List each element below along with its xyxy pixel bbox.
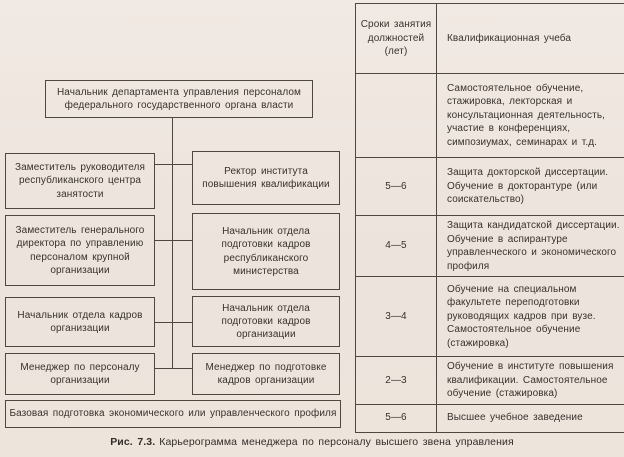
cell-years	[356, 74, 437, 158]
table-row	[356, 216, 624, 277]
figure-caption-number: Рис. 7.3.	[110, 436, 156, 448]
table-row	[356, 74, 624, 158]
table-row	[356, 158, 624, 216]
flow-box-head-personnel-department: Начальник отдела кадров организации	[5, 297, 155, 347]
connector-line-row3	[155, 322, 192, 323]
trunk-connector-line	[172, 118, 173, 368]
flow-box-deputy-general-director-hr: Заместитель генерального директора по управлению персоналом крупной организации	[5, 215, 155, 286]
flow-box-department-head: Начальник департамента управления персоналом федерального государственного органа власти	[45, 80, 313, 118]
cell-training: Самостоятельное обучение, стажировка, лекторская и консультационная деятельность, участие в конференциях, симпозиумах, семинарах и т.д.	[437, 74, 624, 158]
connector-line-row2	[155, 240, 192, 241]
table-row	[356, 357, 624, 405]
figure-caption-text: Карьерограмма менеджера по персоналу высшего звена управления	[159, 436, 514, 448]
cell-years: 5—6	[356, 158, 437, 216]
flow-box-head-training-organization: Начальник отдела подготовки кадров организации	[192, 296, 340, 347]
flow-box-head-training-ministry: Начальник отдела подготовки кадров республиканского министерства	[192, 213, 340, 290]
cell-years: 5—6	[356, 404, 437, 432]
flow-box-training-manager: Менеджер по подготовке кадров организации	[192, 353, 340, 395]
header-years: Сроки занятия должностей (лет)	[356, 4, 437, 74]
cell-training: Высшее учебное заведение	[437, 404, 624, 432]
table-row	[356, 277, 624, 357]
connector-line-row1	[155, 164, 192, 165]
flow-box-basic-education: Базовая подготовка экономического или управленческого профиля	[5, 400, 341, 428]
cell-training: Обучение в институте повышения квалификации. Самостоятельное обучение (стажировка)	[437, 357, 624, 405]
cell-years: 3—4	[356, 277, 437, 357]
flow-box-hr-manager: Менеджер по персоналу организации	[5, 353, 155, 395]
cell-years: 2—3	[356, 357, 437, 405]
flow-box-deputy-head-employment-center: Заместитель руководителя республиканского центра занятости	[5, 153, 155, 209]
cell-training: Обучение на специальном факультете переподготовки руководящих кадров при вузе. Самостоятельное обучение (стажировка)	[437, 277, 624, 357]
flow-box-rector-training-institute: Ректор института повышения квалификации	[192, 151, 340, 205]
cell-years: 4—5	[356, 216, 437, 277]
qualification-table	[355, 3, 624, 433]
table-header-row	[356, 4, 624, 74]
figure-caption	[0, 436, 624, 448]
table-row	[356, 404, 624, 432]
connector-line-row4	[155, 368, 192, 369]
cell-training: Защита докторской диссертации. Обучение в докторантуре (или соискательство)	[437, 158, 624, 216]
header-training: Квалификационная учеба	[437, 4, 624, 74]
cell-training: Защита кандидатской диссертации. Обучение в аспирантуре управленческого и экономического профиля	[437, 216, 624, 277]
